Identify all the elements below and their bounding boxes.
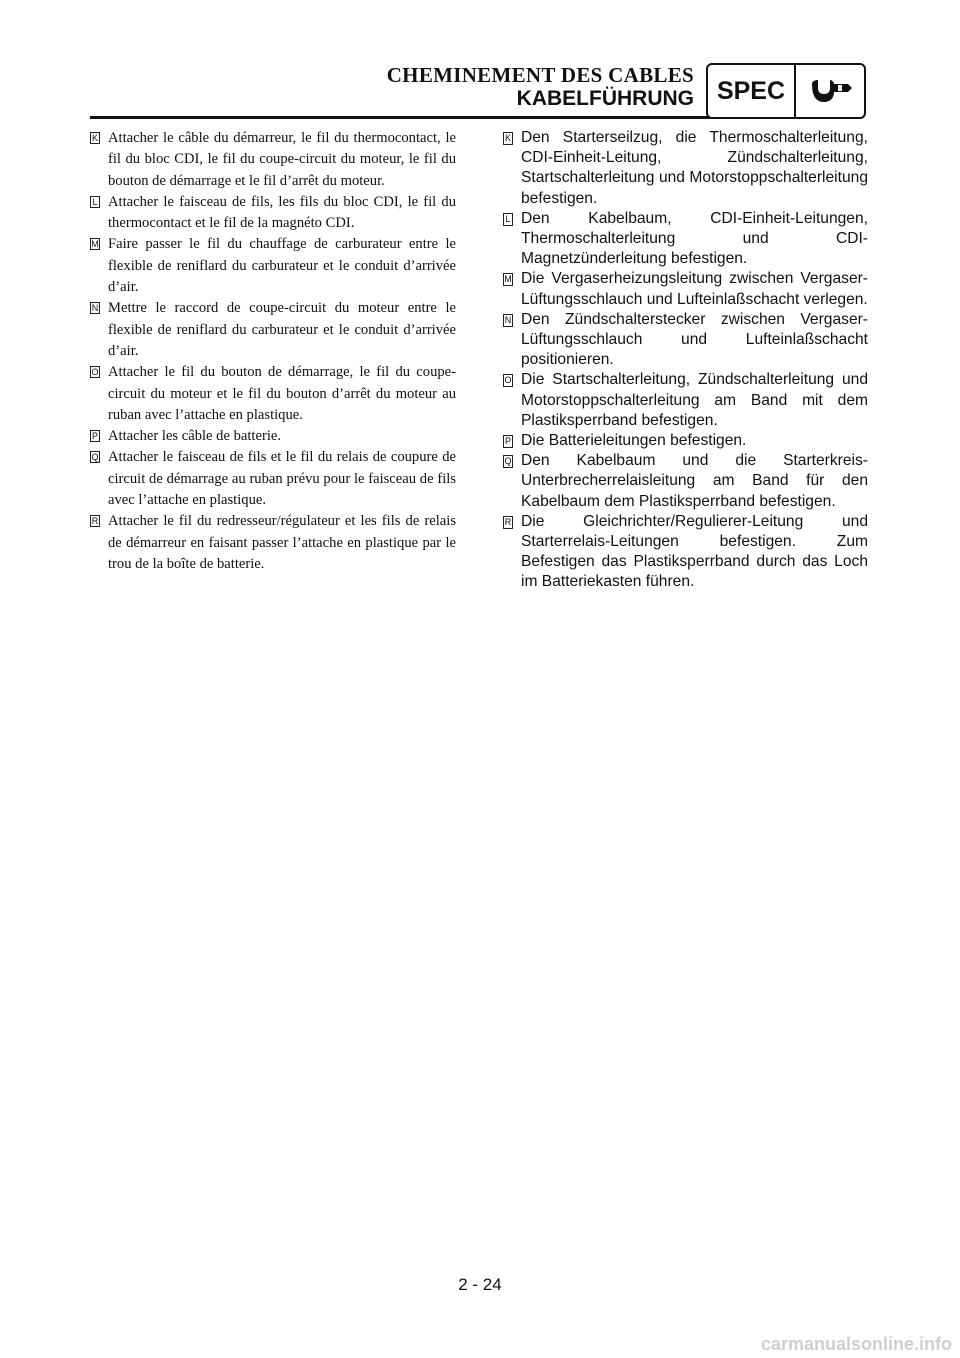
callout-marker: Q — [504, 456, 512, 467]
spec-badge — [706, 63, 866, 119]
callout-marker: P — [504, 436, 511, 447]
list-item — [503, 370, 868, 431]
list-item — [90, 362, 456, 426]
list-item — [90, 426, 456, 447]
callout-marker: L — [503, 213, 513, 226]
callout-marker: L — [90, 196, 100, 208]
item-text: Die Vergaserheizungsleitung zwischen Vergaser-Lüftungsschlauch und Lufteinlaßschacht verlegen. — [521, 270, 868, 308]
page-number: 2 - 24 — [458, 1275, 502, 1294]
item-text: Attacher le fil du bouton de démarrage, le fil du coupe-circuit du moteur et le fil du bouton d’arrêt du moteur au ruban avec l’attache en plastique. — [108, 364, 456, 423]
spec-badge-label: SPEC — [708, 65, 796, 117]
item-text: Attacher les câble de batterie. — [108, 428, 282, 445]
item-text: Mettre le raccord de coupe-circuit du moteur entre le flexible de reniflard du carburateur et le conduit d’arrivée d’air. — [108, 300, 456, 359]
list-item — [90, 128, 456, 192]
item-text: Attacher le faisceau de fils, les fils du bloc CDI, le fil du thermocontact et le fil de la magnéto CDI. — [108, 193, 456, 232]
german-instructions — [503, 128, 868, 593]
item-text: Den Zündschalterstecker zwischen Vergaser-Lüftungsschlauch und Lufteinlaßschacht positionieren. — [521, 310, 868, 369]
section-title-french: CHEMINEMENT DES CABLES — [386, 63, 694, 87]
callout-marker: N — [91, 303, 99, 314]
callout-marker: O — [91, 367, 99, 378]
wrench-icon — [796, 65, 864, 117]
list-item — [503, 209, 868, 270]
list-item — [90, 447, 456, 511]
item-text: Faire passer le fil du chauffage de carburateur entre le flexible de reniflard du carburateur et le conduit d’arrivée d’air. — [108, 236, 456, 296]
item-text: Die Batterieleitungen befestigen. — [521, 432, 747, 450]
french-instructions — [90, 128, 456, 575]
callout-marker: N — [504, 314, 512, 325]
list-item — [503, 310, 868, 371]
list-item — [503, 269, 868, 309]
header-divider — [90, 116, 710, 119]
callout-marker: M — [504, 274, 512, 285]
callout-marker: K — [91, 133, 98, 143]
callout-marker: K — [504, 133, 511, 143]
item-text: Attacher le faisceau de fils et le fil du relais de coupure de circuit de démarrage au ruban prévu pour le faisceau de fils avec l’attache en plastique. — [108, 449, 456, 509]
item-text: Attacher le câble du démarreur, le fil du thermocontact, le fil du bloc CDI, le fil du coupe-circuit du moteur, le fil du bouton de démarrage et le fil d’arrêt du moteur. — [108, 130, 456, 189]
list-item — [503, 431, 868, 451]
item-text: Den Kabelbaum, CDI-Einheit-Leitungen, Thermoschalterleitung und CDI-Magnetzünderleitung befestigen. — [521, 209, 868, 268]
callout-marker: O — [504, 375, 512, 386]
item-text: Attacher le fil du redresseur/régulateur et les fils de relais de démarreur en faisant passer l’attache en plastique par le trou de la boîte de batterie. — [108, 513, 456, 572]
list-item — [90, 298, 456, 362]
list-item — [503, 512, 868, 593]
item-text: Den Starterseilzug, die Thermoschalterleitung, CDI-Einheit-Leitung, Zündschalterleitung, Startschalterleitung und Motorstoppschalterleitung befestigen. — [521, 129, 868, 207]
list-item — [503, 128, 868, 209]
item-text: Die Gleichrichter/Regulierer-Leitung und Starterrelais-Leitungen befestigen. Zum Befestigen das Plastiksperrband durch das Loch im Batteriekasten führen. — [521, 512, 868, 591]
list-item — [90, 511, 456, 575]
list-item — [90, 192, 456, 235]
watermark: carmanualsonline.info — [760, 1334, 952, 1354]
callout-marker: R — [91, 516, 99, 527]
callout-marker: M — [91, 239, 99, 250]
callout-marker: R — [504, 516, 512, 527]
callout-marker: Q — [91, 452, 99, 463]
list-item — [503, 451, 868, 512]
list-item — [90, 234, 456, 298]
item-text: Die Startschalterleitung, Zündschalterleitung und Motorstoppschalterleitung am Band mit dem Plastiksperrband befestigen. — [521, 371, 868, 429]
section-title-german: KABELFÜHRUNG — [516, 87, 694, 110]
callout-marker: P — [91, 431, 98, 442]
item-text: Den Kabelbaum und die Starterkreis-Unterbrecherrelaisleitung am Band für den Kabelbaum dem Plastiksperrband befestigen. — [521, 452, 868, 510]
